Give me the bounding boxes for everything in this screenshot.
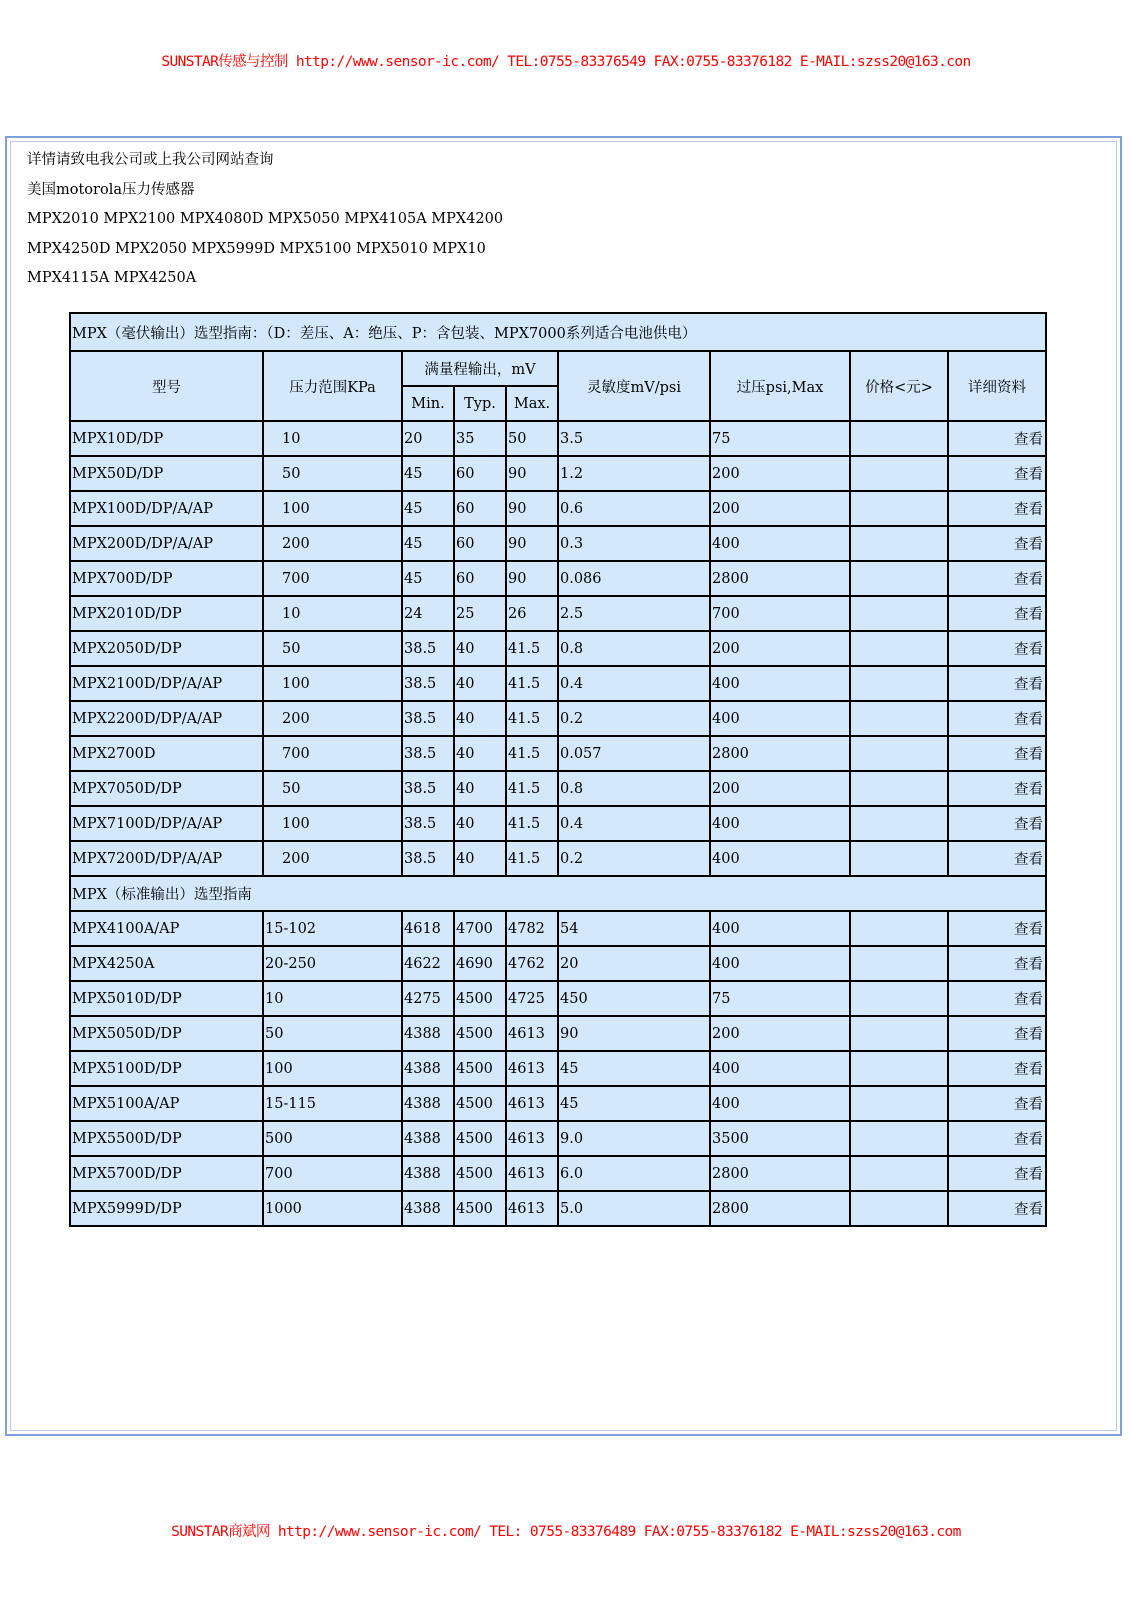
cell-price bbox=[850, 1086, 948, 1121]
cell-details bbox=[948, 806, 1046, 841]
header-typ: Typ. bbox=[454, 386, 506, 421]
cell-details bbox=[948, 841, 1046, 876]
cell-model: MPX7200D/DP/A/AP bbox=[70, 841, 263, 876]
cell-range: 10 bbox=[263, 596, 402, 631]
cell-range: 10 bbox=[263, 421, 402, 456]
cell-typ: 40 bbox=[454, 701, 506, 736]
cell-range: 1000 bbox=[263, 1191, 402, 1226]
cell-sensitivity: 0.3 bbox=[558, 526, 710, 561]
view-details-link[interactable]: 查看 bbox=[1014, 747, 1044, 763]
cell-sensitivity: 0.6 bbox=[558, 491, 710, 526]
cell-overpressure: 200 bbox=[710, 1016, 850, 1051]
cell-sensitivity: 0.4 bbox=[558, 666, 710, 701]
cell-details bbox=[948, 701, 1046, 736]
cell-price bbox=[850, 1121, 948, 1156]
cell-price bbox=[850, 911, 948, 946]
sensor-selection-table bbox=[69, 312, 1047, 1227]
cell-details bbox=[948, 456, 1046, 491]
intro-line: MPX2010 MPX2100 MPX4080D MPX5050 MPX4105A MPX4200 bbox=[27, 211, 504, 227]
cell-max: 50 bbox=[506, 421, 558, 456]
cell-typ: 4700 bbox=[454, 911, 506, 946]
header-fullscale: 满量程输出，mV bbox=[402, 351, 558, 386]
cell-overpressure: 400 bbox=[710, 666, 850, 701]
cell-price bbox=[850, 631, 948, 666]
cell-overpressure: 400 bbox=[710, 911, 850, 946]
cell-min: 24 bbox=[402, 596, 454, 631]
view-details-link[interactable]: 查看 bbox=[1014, 502, 1044, 518]
cell-price bbox=[850, 1016, 948, 1051]
cell-overpressure: 2800 bbox=[710, 561, 850, 596]
view-details-link[interactable]: 查看 bbox=[1014, 1027, 1044, 1043]
cell-overpressure: 400 bbox=[710, 526, 850, 561]
cell-model: MPX5100A/AP bbox=[70, 1086, 263, 1121]
cell-range: 100 bbox=[263, 666, 402, 701]
cell-price bbox=[850, 421, 948, 456]
header-sensitivity: 灵敏度mV/psi bbox=[558, 351, 710, 421]
cell-overpressure: 2800 bbox=[710, 736, 850, 771]
cell-overpressure: 200 bbox=[710, 631, 850, 666]
table-row bbox=[70, 1121, 1046, 1156]
table-title-row bbox=[70, 313, 1046, 351]
cell-range: 50 bbox=[263, 771, 402, 806]
cell-overpressure: 200 bbox=[710, 771, 850, 806]
cell-range: 50 bbox=[263, 1016, 402, 1051]
cell-typ: 40 bbox=[454, 666, 506, 701]
cell-overpressure: 75 bbox=[710, 421, 850, 456]
cell-overpressure: 400 bbox=[710, 806, 850, 841]
table-row bbox=[70, 1191, 1046, 1226]
cell-min: 45 bbox=[402, 526, 454, 561]
intro-text-block bbox=[27, 146, 503, 294]
section-title: MPX（标准输出）选型指南 bbox=[70, 876, 1046, 911]
cell-sensitivity: 90 bbox=[558, 1016, 710, 1051]
cell-max: 41.5 bbox=[506, 736, 558, 771]
header-overpressure: 过压psi,Max bbox=[710, 351, 850, 421]
cell-min: 38.5 bbox=[402, 771, 454, 806]
table-row bbox=[70, 946, 1046, 981]
cell-sensitivity: 450 bbox=[558, 981, 710, 1016]
view-details-link[interactable]: 查看 bbox=[1014, 852, 1044, 868]
view-details-link[interactable]: 查看 bbox=[1014, 782, 1044, 798]
view-details-link[interactable]: 查看 bbox=[1014, 1097, 1044, 1113]
cell-min: 4388 bbox=[402, 1086, 454, 1121]
cell-model: MPX10D/DP bbox=[70, 421, 263, 456]
cell-model: MPX5999D/DP bbox=[70, 1191, 263, 1226]
cell-model: MPX700D/DP bbox=[70, 561, 263, 596]
cell-price bbox=[850, 806, 948, 841]
cell-typ: 4500 bbox=[454, 1016, 506, 1051]
cell-max: 41.5 bbox=[506, 771, 558, 806]
cell-price bbox=[850, 666, 948, 701]
cell-range: 100 bbox=[263, 491, 402, 526]
cell-range: 50 bbox=[263, 456, 402, 491]
cell-model: MPX5500D/DP bbox=[70, 1121, 263, 1156]
view-details-link[interactable]: 查看 bbox=[1014, 922, 1044, 938]
cell-typ: 4500 bbox=[454, 1051, 506, 1086]
cell-typ: 40 bbox=[454, 736, 506, 771]
table-row bbox=[70, 421, 1046, 456]
cell-typ: 4500 bbox=[454, 981, 506, 1016]
header-max: Max. bbox=[506, 386, 558, 421]
table-row bbox=[70, 456, 1046, 491]
cell-range: 100 bbox=[263, 1051, 402, 1086]
cell-max: 41.5 bbox=[506, 701, 558, 736]
cell-price bbox=[850, 596, 948, 631]
view-details-link[interactable]: 查看 bbox=[1014, 677, 1044, 693]
table-title: MPX（毫伏输出）选型指南：（D：差压、A：绝压、P：含包装、MPX7000系列适合电池供电） bbox=[70, 313, 1046, 351]
table-row bbox=[70, 1016, 1046, 1051]
cell-price bbox=[850, 1051, 948, 1086]
cell-model: MPX2050D/DP bbox=[70, 631, 263, 666]
cell-price bbox=[850, 491, 948, 526]
cell-sensitivity: 5.0 bbox=[558, 1191, 710, 1226]
intro-line: MPX4250D MPX2050 MPX5999D MPX5100 MPX5010 MPX10 bbox=[27, 240, 486, 257]
cell-model: MPX5100D/DP bbox=[70, 1051, 263, 1086]
cell-typ: 4500 bbox=[454, 1086, 506, 1121]
cell-sensitivity: 2.5 bbox=[558, 596, 710, 631]
table-row bbox=[70, 911, 1046, 946]
cell-max: 4613 bbox=[506, 1086, 558, 1121]
cell-typ: 60 bbox=[454, 491, 506, 526]
cell-details bbox=[948, 1156, 1046, 1191]
cell-overpressure: 400 bbox=[710, 1086, 850, 1121]
cell-max: 26 bbox=[506, 596, 558, 631]
header-min: Min. bbox=[402, 386, 454, 421]
table-row bbox=[70, 561, 1046, 596]
page-header-contact: SUNSTAR传感与控制 http://www.sensor-ic.com/ TEL:0755-83376549 FAX:0755-83376182 E-MAIL:szss20@163.con bbox=[161, 54, 971, 70]
cell-overpressure: 700 bbox=[710, 596, 850, 631]
cell-range: 100 bbox=[263, 806, 402, 841]
cell-overpressure: 2800 bbox=[710, 1191, 850, 1226]
table-row bbox=[70, 771, 1046, 806]
cell-range: 700 bbox=[263, 1156, 402, 1191]
cell-max: 4725 bbox=[506, 981, 558, 1016]
cell-min: 4388 bbox=[402, 1121, 454, 1156]
cell-details bbox=[948, 1086, 1046, 1121]
cell-typ: 35 bbox=[454, 421, 506, 456]
cell-overpressure: 400 bbox=[710, 841, 850, 876]
cell-max: 4613 bbox=[506, 1016, 558, 1051]
cell-max: 4762 bbox=[506, 946, 558, 981]
view-details-link[interactable]: 查看 bbox=[1014, 537, 1044, 553]
cell-min: 38.5 bbox=[402, 841, 454, 876]
section-title-row bbox=[70, 876, 1046, 911]
cell-typ: 60 bbox=[454, 561, 506, 596]
cell-range: 20-250 bbox=[263, 946, 402, 981]
cell-model: MPX200D/DP/A/AP bbox=[70, 526, 263, 561]
cell-details bbox=[948, 946, 1046, 981]
cell-typ: 40 bbox=[454, 631, 506, 666]
cell-price bbox=[850, 771, 948, 806]
view-details-link[interactable]: 查看 bbox=[1014, 992, 1044, 1008]
intro-line: 美国motorola压力传感器 bbox=[27, 181, 195, 198]
cell-range: 15-115 bbox=[263, 1086, 402, 1121]
cell-typ: 60 bbox=[454, 526, 506, 561]
cell-max: 4613 bbox=[506, 1191, 558, 1226]
cell-details bbox=[948, 736, 1046, 771]
cell-max: 41.5 bbox=[506, 806, 558, 841]
cell-max: 4782 bbox=[506, 911, 558, 946]
cell-details bbox=[948, 421, 1046, 456]
cell-price bbox=[850, 946, 948, 981]
cell-min: 38.5 bbox=[402, 701, 454, 736]
cell-typ: 60 bbox=[454, 456, 506, 491]
cell-min: 4618 bbox=[402, 911, 454, 946]
intro-line: MPX4115A MPX4250A bbox=[27, 270, 197, 286]
view-details-link[interactable]: 查看 bbox=[1014, 817, 1044, 833]
cell-details bbox=[948, 1051, 1046, 1086]
view-details-link[interactable]: 查看 bbox=[1014, 432, 1044, 448]
cell-details bbox=[948, 1191, 1046, 1226]
cell-price bbox=[850, 736, 948, 771]
header-price: 价格<元> bbox=[850, 351, 948, 421]
cell-max: 41.5 bbox=[506, 631, 558, 666]
cell-typ: 40 bbox=[454, 806, 506, 841]
table-row bbox=[70, 736, 1046, 771]
view-details-link[interactable]: 查看 bbox=[1014, 1132, 1044, 1148]
table-row bbox=[70, 526, 1046, 561]
cell-typ: 4500 bbox=[454, 1121, 506, 1156]
view-details-link[interactable]: 查看 bbox=[1014, 1062, 1044, 1078]
cell-max: 4613 bbox=[506, 1121, 558, 1156]
cell-range: 200 bbox=[263, 701, 402, 736]
cell-range: 700 bbox=[263, 736, 402, 771]
cell-overpressure: 400 bbox=[710, 946, 850, 981]
cell-overpressure: 200 bbox=[710, 456, 850, 491]
cell-max: 4613 bbox=[506, 1051, 558, 1086]
cell-model: MPX4250A bbox=[70, 946, 263, 981]
intro-line: 详情请致电我公司或上我公司网站查询 bbox=[27, 152, 274, 168]
table-row bbox=[70, 491, 1046, 526]
view-details-link[interactable]: 查看 bbox=[1014, 572, 1044, 588]
cell-min: 38.5 bbox=[402, 806, 454, 841]
cell-model: MPX7100D/DP/A/AP bbox=[70, 806, 263, 841]
cell-overpressure: 75 bbox=[710, 981, 850, 1016]
cell-range: 200 bbox=[263, 841, 402, 876]
cell-details bbox=[948, 911, 1046, 946]
cell-min: 45 bbox=[402, 456, 454, 491]
cell-max: 90 bbox=[506, 491, 558, 526]
cell-overpressure: 200 bbox=[710, 491, 850, 526]
header-model: 型号 bbox=[70, 351, 263, 421]
cell-min: 38.5 bbox=[402, 666, 454, 701]
cell-details bbox=[948, 596, 1046, 631]
cell-sensitivity: 0.086 bbox=[558, 561, 710, 596]
cell-model: MPX2010D/DP bbox=[70, 596, 263, 631]
cell-min: 4388 bbox=[402, 1016, 454, 1051]
cell-min: 4388 bbox=[402, 1156, 454, 1191]
cell-price bbox=[850, 456, 948, 491]
cell-typ: 40 bbox=[454, 771, 506, 806]
view-details-link[interactable]: 查看 bbox=[1014, 642, 1044, 658]
view-details-link[interactable]: 查看 bbox=[1014, 1202, 1044, 1218]
cell-sensitivity: 45 bbox=[558, 1051, 710, 1086]
cell-min: 4388 bbox=[402, 1191, 454, 1226]
cell-max: 41.5 bbox=[506, 666, 558, 701]
page-footer-contact: SUNSTAR商斌网 http://www.sensor-ic.com/ TEL: 0755-83376489 FAX:0755-83376182 E-MAIL:szss20@163.com bbox=[171, 1524, 961, 1540]
cell-range: 50 bbox=[263, 631, 402, 666]
table-row bbox=[70, 631, 1046, 666]
cell-range: 700 bbox=[263, 561, 402, 596]
cell-details bbox=[948, 771, 1046, 806]
cell-min: 45 bbox=[402, 561, 454, 596]
cell-typ: 4500 bbox=[454, 1156, 506, 1191]
cell-min: 38.5 bbox=[402, 631, 454, 666]
cell-price bbox=[850, 526, 948, 561]
cell-details bbox=[948, 631, 1046, 666]
cell-sensitivity: 45 bbox=[558, 1086, 710, 1121]
cell-sensitivity: 3.5 bbox=[558, 421, 710, 456]
cell-typ: 4690 bbox=[454, 946, 506, 981]
cell-range: 15-102 bbox=[263, 911, 402, 946]
cell-overpressure: 400 bbox=[710, 701, 850, 736]
cell-range: 200 bbox=[263, 526, 402, 561]
cell-model: MPX100D/DP/A/AP bbox=[70, 491, 263, 526]
cell-sensitivity: 6.0 bbox=[558, 1156, 710, 1191]
cell-range: 500 bbox=[263, 1121, 402, 1156]
header-details: 详细资料 bbox=[948, 351, 1046, 421]
cell-max: 90 bbox=[506, 456, 558, 491]
cell-sensitivity: 9.0 bbox=[558, 1121, 710, 1156]
cell-model: MPX5010D/DP bbox=[70, 981, 263, 1016]
content-frame bbox=[5, 136, 1122, 1436]
table-row bbox=[70, 841, 1046, 876]
view-details-link[interactable]: 查看 bbox=[1014, 607, 1044, 623]
cell-price bbox=[850, 701, 948, 736]
cell-sensitivity: 0.057 bbox=[558, 736, 710, 771]
table-row bbox=[70, 981, 1046, 1016]
cell-typ: 4500 bbox=[454, 1191, 506, 1226]
cell-details bbox=[948, 491, 1046, 526]
cell-sensitivity: 0.2 bbox=[558, 701, 710, 736]
cell-overpressure: 2800 bbox=[710, 1156, 850, 1191]
cell-model: MPX2200D/DP/A/AP bbox=[70, 701, 263, 736]
cell-model: MPX50D/DP bbox=[70, 456, 263, 491]
cell-typ: 25 bbox=[454, 596, 506, 631]
table-row bbox=[70, 806, 1046, 841]
cell-price bbox=[850, 561, 948, 596]
cell-details bbox=[948, 526, 1046, 561]
cell-max: 90 bbox=[506, 526, 558, 561]
cell-sensitivity: 0.8 bbox=[558, 631, 710, 666]
view-details-link[interactable]: 查看 bbox=[1014, 1167, 1044, 1183]
view-details-link[interactable]: 查看 bbox=[1014, 957, 1044, 973]
cell-max: 4613 bbox=[506, 1156, 558, 1191]
cell-max: 41.5 bbox=[506, 841, 558, 876]
cell-overpressure: 400 bbox=[710, 1051, 850, 1086]
cell-details bbox=[948, 561, 1046, 596]
table-row bbox=[70, 1086, 1046, 1121]
cell-typ: 40 bbox=[454, 841, 506, 876]
cell-min: 4275 bbox=[402, 981, 454, 1016]
cell-details bbox=[948, 1121, 1046, 1156]
cell-model: MPX7050D/DP bbox=[70, 771, 263, 806]
cell-sensitivity: 54 bbox=[558, 911, 710, 946]
cell-min: 4622 bbox=[402, 946, 454, 981]
cell-overpressure: 3500 bbox=[710, 1121, 850, 1156]
cell-min: 38.5 bbox=[402, 736, 454, 771]
cell-model: MPX2100D/DP/A/AP bbox=[70, 666, 263, 701]
cell-sensitivity: 0.2 bbox=[558, 841, 710, 876]
view-details-link[interactable]: 查看 bbox=[1014, 712, 1044, 728]
table-row bbox=[70, 1156, 1046, 1191]
cell-model: MPX2700D bbox=[70, 736, 263, 771]
header-range: 压力范围KPa bbox=[263, 351, 402, 421]
cell-details bbox=[948, 981, 1046, 1016]
cell-max: 90 bbox=[506, 561, 558, 596]
cell-price bbox=[850, 1156, 948, 1191]
table-row bbox=[70, 596, 1046, 631]
cell-model: MPX4100A/AP bbox=[70, 911, 263, 946]
cell-sensitivity: 0.4 bbox=[558, 806, 710, 841]
cell-sensitivity: 20 bbox=[558, 946, 710, 981]
cell-min: 20 bbox=[402, 421, 454, 456]
cell-min: 4388 bbox=[402, 1051, 454, 1086]
view-details-link[interactable]: 查看 bbox=[1014, 467, 1044, 483]
cell-model: MPX5700D/DP bbox=[70, 1156, 263, 1191]
cell-price bbox=[850, 981, 948, 1016]
table-row bbox=[70, 701, 1046, 736]
cell-model: MPX5050D/DP bbox=[70, 1016, 263, 1051]
cell-price bbox=[850, 841, 948, 876]
cell-details bbox=[948, 1016, 1046, 1051]
cell-range: 10 bbox=[263, 981, 402, 1016]
cell-details bbox=[948, 666, 1046, 701]
header-row-1 bbox=[70, 351, 1046, 386]
cell-sensitivity: 1.2 bbox=[558, 456, 710, 491]
table-row bbox=[70, 666, 1046, 701]
cell-price bbox=[850, 1191, 948, 1226]
cell-min: 45 bbox=[402, 491, 454, 526]
cell-sensitivity: 0.8 bbox=[558, 771, 710, 806]
table-row bbox=[70, 1051, 1046, 1086]
